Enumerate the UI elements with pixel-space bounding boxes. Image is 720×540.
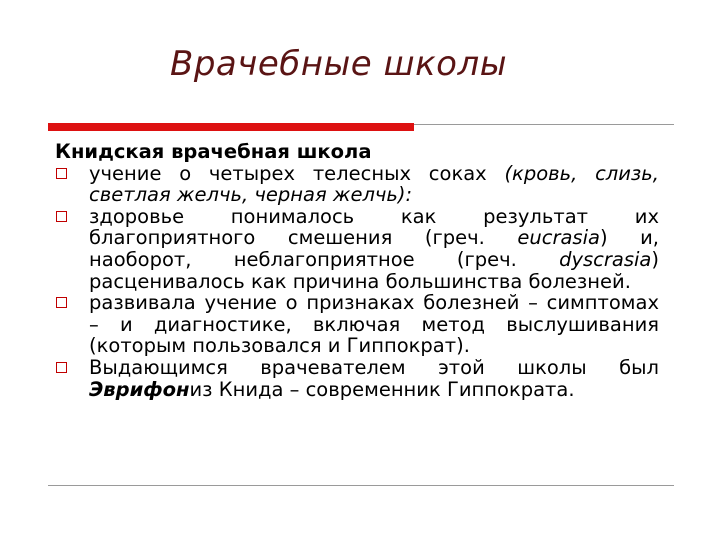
slide-title: Врачебные школы [170, 44, 508, 84]
item-text: учение о четырех телесных соках [89, 161, 505, 185]
bottom-divider [48, 485, 674, 486]
list-item [55, 206, 659, 292]
section-heading: Книдская врачебная школа [55, 140, 372, 163]
item-text: развивала учение о признаках болезней – симптомах – и диагностике, включая метод выслушивания (которым пользовался и Гиппократ). [89, 291, 659, 358]
hollow-square-bullet-icon [56, 362, 67, 373]
list-item [55, 292, 659, 357]
item-text: ) расценивалось как причина большинства болезней. [89, 247, 659, 293]
hollow-square-bullet-icon [56, 168, 67, 179]
list-item [55, 357, 659, 400]
hollow-square-bullet-icon [56, 211, 67, 222]
item-text: ) и, наоборот, неблагоприятное (греч. [89, 226, 659, 271]
item-italic-text: (кровь, слизь, светлая желчь, черная желчь): [89, 161, 659, 207]
person-name: Эврифон [89, 377, 190, 401]
bullet-list [55, 163, 659, 401]
greek-term-dyscrasia: dyscrasia [559, 247, 652, 271]
accent-bar [48, 123, 414, 131]
item-text: здоровье понималось как результат их благоприятного смешения (греч. [89, 204, 659, 250]
slide-body [55, 141, 659, 400]
item-text: из Книда – современник Гиппократа. [189, 377, 575, 401]
item-text: Выдающимся врачевателем этой школы был [89, 355, 659, 379]
greek-term-eucrasia: eucrasia [517, 226, 600, 250]
hollow-square-bullet-icon [56, 297, 67, 308]
list-item [55, 163, 659, 206]
